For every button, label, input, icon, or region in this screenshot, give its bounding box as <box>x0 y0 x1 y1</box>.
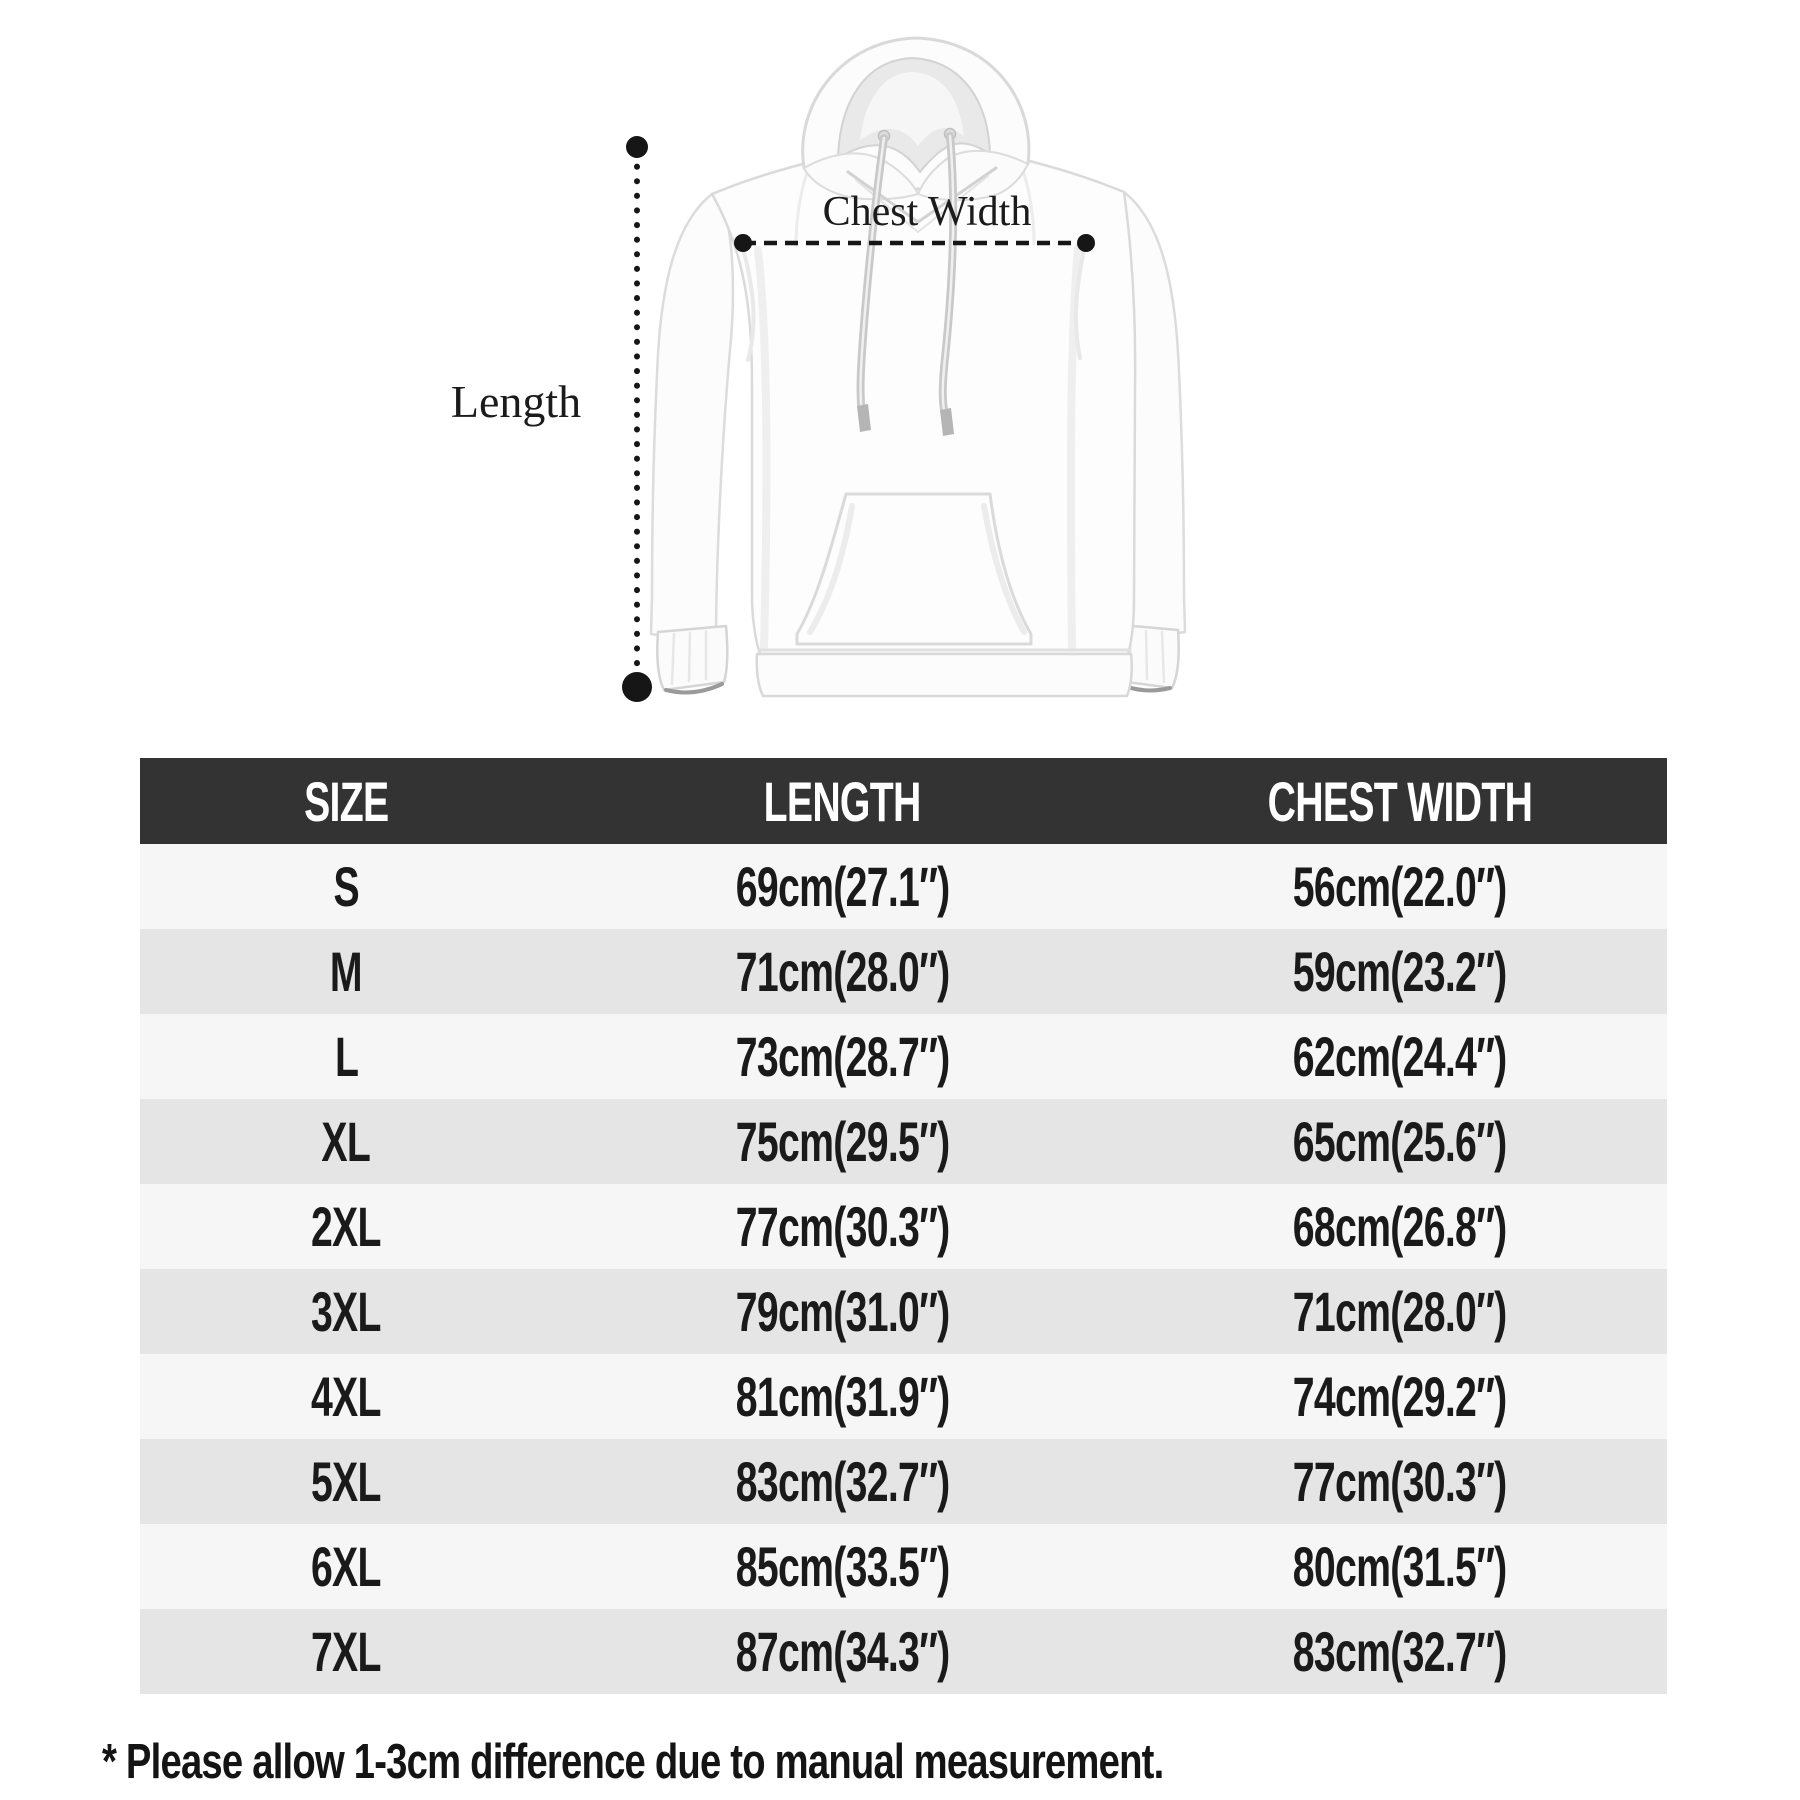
chest-width-cell: 80cm(31.5″) <box>1292 1535 1507 1598</box>
table-row <box>140 1439 1667 1524</box>
length-cell: 73cm(28.7″) <box>735 1025 950 1088</box>
size-table <box>140 758 1667 1694</box>
length-cell: 77cm(30.3″) <box>735 1195 950 1258</box>
chest-width-cell: 74cm(29.2″) <box>1292 1365 1507 1428</box>
length-cell: 79cm(31.0″) <box>735 1280 950 1343</box>
table-row <box>140 1099 1667 1184</box>
table-row <box>140 844 1667 929</box>
size-cell: XL <box>321 1110 371 1173</box>
table-row <box>140 929 1667 1014</box>
length-cell: 85cm(33.5″) <box>735 1535 950 1598</box>
length-cell: 81cm(31.9″) <box>735 1365 950 1428</box>
table-row <box>140 1269 1667 1354</box>
length-cell: 71cm(28.0″) <box>735 940 950 1003</box>
column-header-chest-width: CHEST WIDTH <box>1267 769 1532 833</box>
hoodie-photo <box>651 38 1185 696</box>
size-table-body <box>140 844 1667 1694</box>
chest-width-cell: 59cm(23.2″) <box>1292 940 1507 1003</box>
table-row <box>140 1184 1667 1269</box>
table-row <box>140 1609 1667 1694</box>
size-cell: 2XL <box>311 1195 382 1258</box>
size-cell: M <box>330 940 363 1003</box>
chest-width-cell: 65cm(25.6″) <box>1292 1110 1507 1173</box>
chest-width-cell: 71cm(28.0″) <box>1292 1280 1507 1343</box>
chest-width-cell: 77cm(30.3″) <box>1292 1450 1507 1513</box>
measurement-disclaimer: * Please allow 1-3cm difference due to manual measurement. <box>102 1735 1164 1789</box>
size-table-header <box>140 758 1667 844</box>
length-cell: 69cm(27.1″) <box>735 855 950 918</box>
hoodie-illustration <box>0 0 1800 760</box>
column-header-length: LENGTH <box>763 769 921 833</box>
length-cell: 75cm(29.5″) <box>735 1110 950 1173</box>
size-cell: 5XL <box>311 1450 382 1513</box>
chest-width-cell: 56cm(22.0″) <box>1292 855 1507 918</box>
table-row <box>140 1354 1667 1439</box>
column-header-size: SIZE <box>303 769 389 833</box>
size-cell: 3XL <box>311 1280 382 1343</box>
size-cell: 7XL <box>311 1620 382 1683</box>
chest-width-cell: 68cm(26.8″) <box>1292 1195 1507 1258</box>
length-cell: 83cm(32.7″) <box>735 1450 950 1513</box>
table-row <box>140 1014 1667 1099</box>
chest-width-label: Chest Width <box>822 189 1032 235</box>
chest-width-cell: 83cm(32.7″) <box>1292 1620 1507 1683</box>
length-label: Length <box>450 376 582 427</box>
length-cell: 87cm(34.3″) <box>735 1620 950 1683</box>
table-row <box>140 1524 1667 1609</box>
size-cell: 6XL <box>311 1535 382 1598</box>
chest-width-cell: 62cm(24.4″) <box>1292 1025 1507 1088</box>
size-cell: 4XL <box>311 1365 382 1428</box>
size-cell: S <box>333 855 359 918</box>
size-cell: L <box>334 1025 358 1088</box>
